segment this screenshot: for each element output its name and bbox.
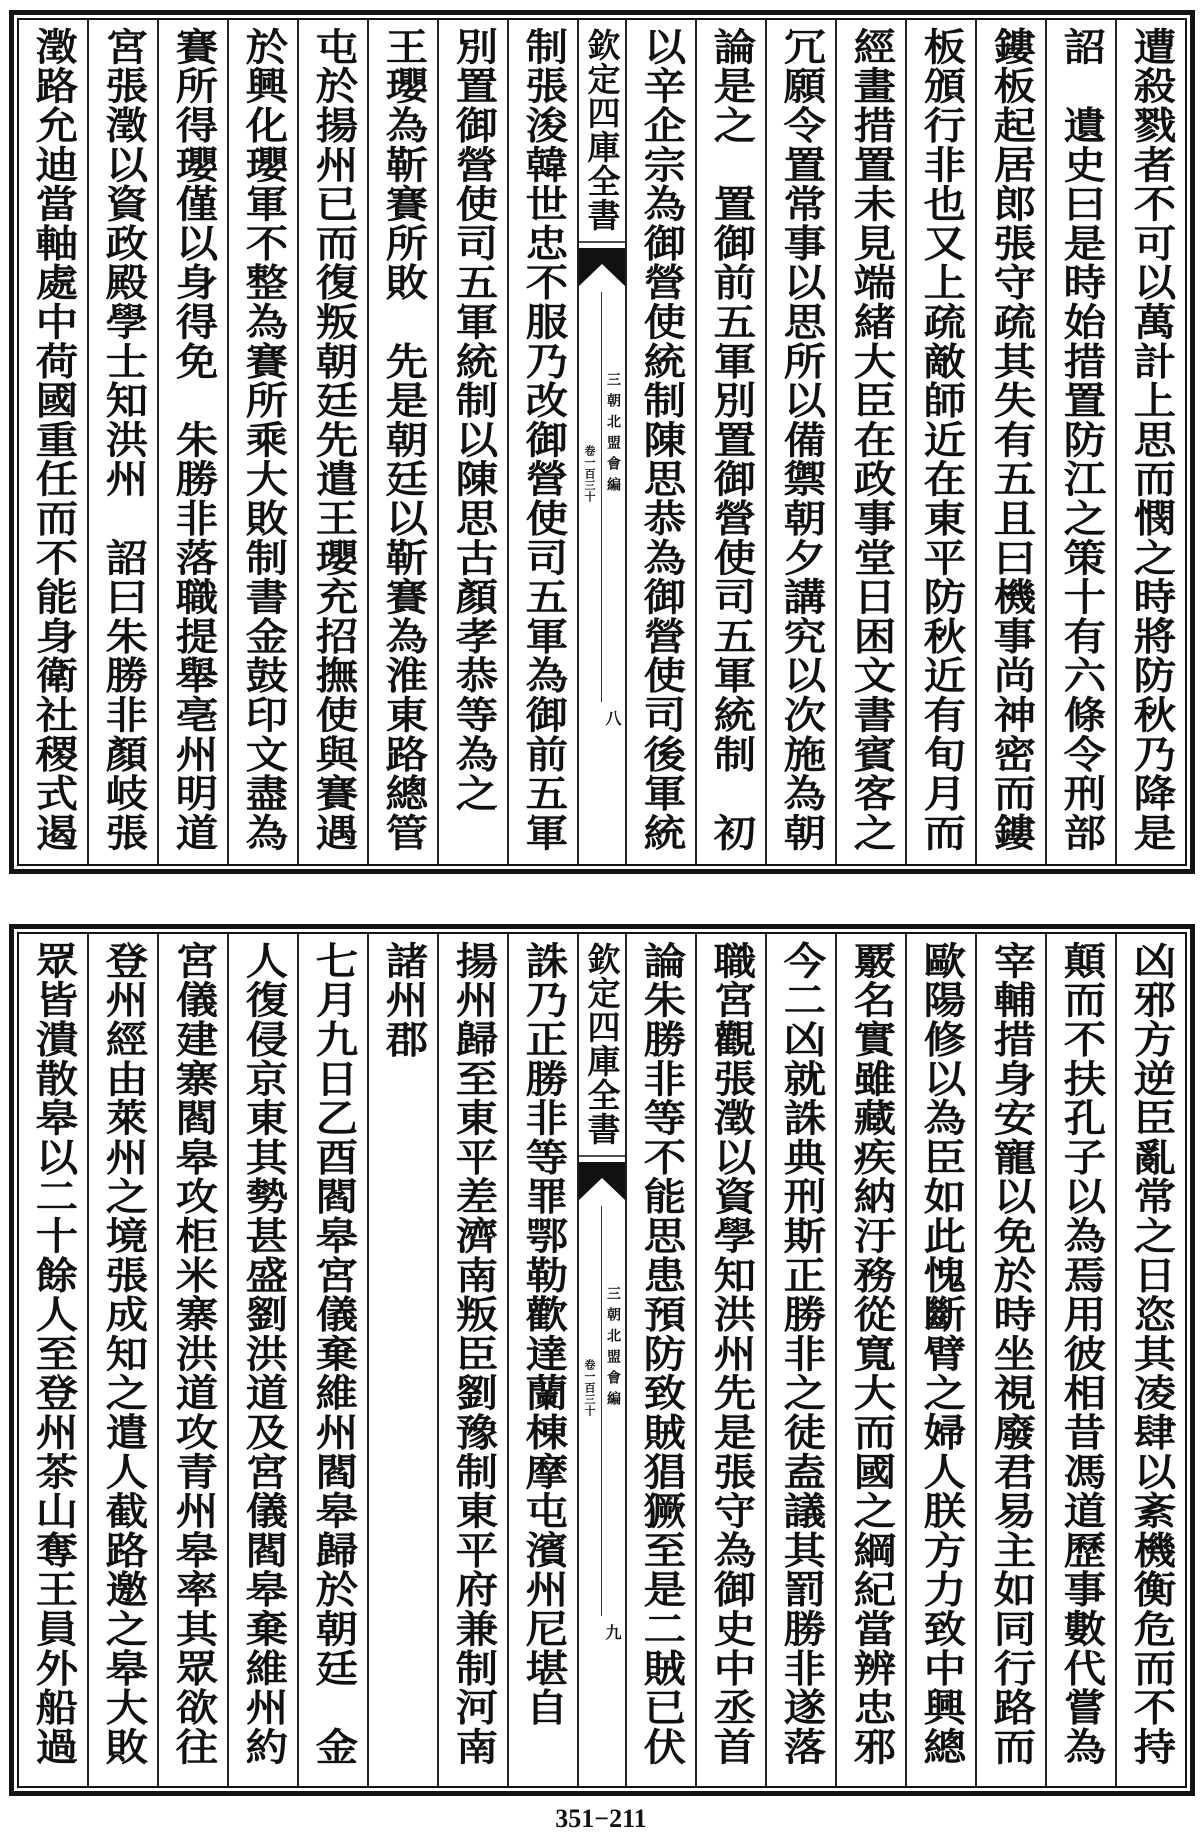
text-frame	[17, 932, 1187, 1788]
column-text: 詔 遺史曰是時始措置防江之策十有六條令刑部	[1056, 27, 1107, 853]
text-column	[437, 934, 507, 1786]
column-text: 於興化瓔軍不整為賽所乘大敗制書金鼓印文盡為	[238, 27, 289, 853]
fold-leaf-number: 九	[603, 1624, 622, 1640]
column-text: 誅乃正勝非等罪鄂勒歡達蘭棟摩屯濱州尼堪自	[518, 941, 569, 1727]
text-column	[695, 934, 765, 1786]
page-number: 351−211	[555, 1804, 647, 1833]
text-column	[19, 934, 87, 1786]
column-text: 鏤板起居郎張守疏其失有五且曰機事尚神密而鏤	[986, 27, 1037, 853]
fold-book-title: 三朝北盟會編	[605, 372, 621, 498]
column-text: 澂路允迪當軸處中荷國重任而不能身衛社稷式遏	[28, 27, 79, 853]
text-column	[437, 20, 507, 864]
fold-center-rule	[601, 292, 602, 702]
text-column	[905, 20, 975, 864]
column-text: 宮儀建寨閻皋攻柜米寨洪道攻青州皋率其眾欲往	[168, 941, 219, 1767]
column-text: 屯於揚州已而復叛朝廷先遣王瓔充招撫使與賽遇	[308, 27, 359, 853]
text-column	[157, 20, 227, 864]
text-column	[625, 20, 695, 864]
page-half-bottom	[9, 924, 1195, 1796]
text-column	[87, 934, 157, 1786]
column-text: 人復侵京東其勢甚盛劉洪道及宮儀閻皋棄維州約	[238, 941, 289, 1767]
column-text: 七月九日乙酉閻皋宮儀棄維州閻皋歸於朝廷 金	[308, 941, 359, 1767]
fold-collection-title: 欽定四庫全書	[582, 28, 622, 232]
column-text: 別置御營使司五軍統制以陳思古顏孝恭等為之	[448, 27, 499, 813]
column-text: 揚州歸至東平差濟南叛臣劉豫制東平府兼制河南	[448, 941, 499, 1767]
column-text: 賽所得瓔僅以身得免 朱勝非落職提舉亳州明道	[168, 27, 219, 853]
text-column	[507, 934, 577, 1786]
column-text: 制張浚韓世忠不服乃改御營使司五軍為御前五軍	[518, 27, 569, 853]
column-text: 以辛企宗為御營使統制陳思恭為御營使司後軍統	[636, 27, 687, 853]
text-column	[297, 20, 367, 864]
text-column	[1045, 20, 1115, 864]
fold-center-rule	[601, 1206, 602, 1616]
text-column	[367, 934, 437, 1786]
text-frame	[17, 18, 1187, 866]
fish-tail-icon	[579, 240, 625, 288]
text-column	[1045, 934, 1115, 1786]
fish-tail-icon	[579, 1154, 625, 1202]
column-text: 覈名實雖藏疾納汙務從寬大而國之綱紀當辨忠邪	[846, 941, 897, 1767]
text-column	[87, 20, 157, 864]
column-text: 歐陽修以為臣如此愧斷臂之婦人朕方力致中興總	[916, 941, 967, 1767]
column-text: 論朱勝非等不能思患預防致賊猖獗至是二賊已伏	[636, 941, 687, 1767]
column-text: 板頒行非也又上疏敵師近在東平防秋近有旬月而	[916, 27, 967, 853]
text-column	[19, 20, 87, 864]
text-column	[1115, 20, 1185, 864]
fold-collection-title: 欽定四庫全書	[582, 942, 622, 1146]
fold-volume: 卷一百三十	[583, 1359, 596, 1417]
fold-book-title: 三朝北盟會編	[605, 1286, 621, 1412]
text-column	[367, 20, 437, 864]
column-text: 職宮觀張澂以資學知洪州先是張守為御史中丞首	[706, 941, 757, 1767]
column-text: 凶邪方逆臣亂常之日恣其凌肆以紊機衡危而不持	[1126, 941, 1177, 1767]
text-column	[227, 20, 297, 864]
text-column	[835, 20, 905, 864]
column-text: 冗願令置常事以思所以備禦朝夕講究以次施為朝	[776, 27, 827, 853]
column-text: 經畫措置未見端緒大臣在政事堂日困文書賓客之	[846, 27, 897, 853]
fold-leaf-number: 八	[603, 710, 622, 726]
text-column	[835, 934, 905, 1786]
text-column	[1115, 934, 1185, 1786]
column-text: 論是之 置御前五軍別置御營使司五軍統制 初	[706, 27, 757, 853]
text-column	[625, 934, 695, 1786]
text-column	[975, 20, 1045, 864]
text-column	[905, 934, 975, 1786]
column-text: 宰輔措身安寵以免於時坐視廢君易主如同行路而	[986, 941, 1037, 1767]
column-text: 王瓔為靳賽所敗 先是朝廷以靳賽為淮東路總管	[378, 27, 429, 853]
center-fold	[577, 20, 625, 864]
text-column	[297, 934, 367, 1786]
center-fold	[577, 934, 625, 1786]
text-column	[157, 934, 227, 1786]
page-half-top	[9, 10, 1195, 874]
column-text: 眾皆潰散皋以二十餘人至登州茶山奪王員外船過	[28, 941, 79, 1767]
text-column	[975, 934, 1045, 1786]
column-text: 顛而不扶孔子以為焉用彼相昔馮道歷事數代嘗為	[1056, 941, 1107, 1767]
text-column	[227, 934, 297, 1786]
column-text: 宮張澂以資政殿學士知洪州 詔曰朱勝非顏岐張	[98, 27, 149, 853]
column-text: 遭殺戮者不可以萬計上思而憫之時將防秋乃降是	[1126, 27, 1177, 853]
text-column	[507, 20, 577, 864]
column-text: 登州經由萊州之境張成知之遣人截路邀之皋大敗	[98, 941, 149, 1767]
column-text: 諸州郡	[378, 941, 429, 1059]
text-column	[765, 934, 835, 1786]
text-column	[765, 20, 835, 864]
column-text: 今二凶就誅典刑斯正勝非之徒盍議其罰勝非遂落	[776, 941, 827, 1767]
fold-volume: 卷一百三十	[583, 445, 596, 503]
text-column	[695, 20, 765, 864]
